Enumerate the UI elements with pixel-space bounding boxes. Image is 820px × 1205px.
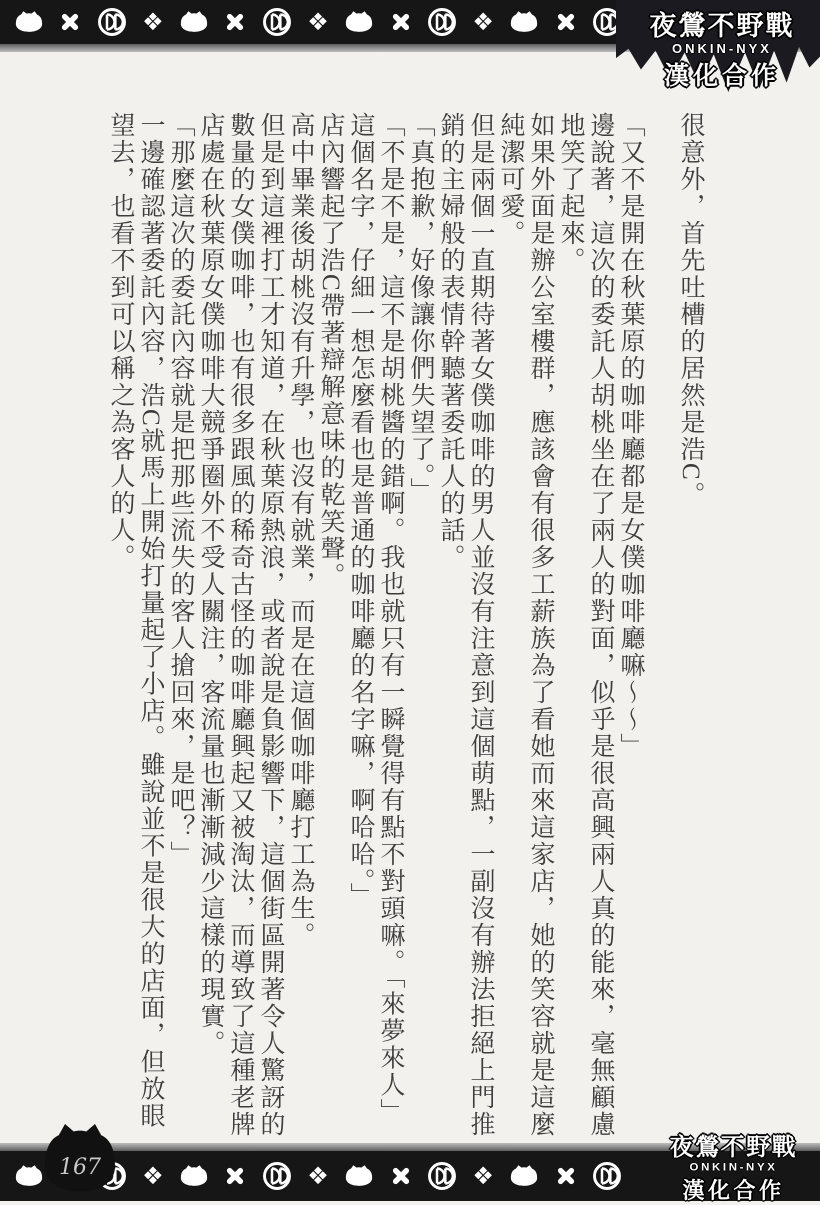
cat-icon — [342, 5, 376, 39]
logo-subtitle: ONKIN-NYX — [672, 41, 772, 56]
paragraph: 「又不是開在秋葉原的咖啡廳都是女僕咖啡廳嘛～～」 — [617, 112, 644, 760]
paragraph: 如果外面是辦公室樓群，應該會有很多工薪族為了看她而來這家店，她的笑容就是這麼純潔可愛。 — [497, 112, 554, 1138]
cd-icon — [590, 1159, 624, 1193]
cat-icon — [342, 1159, 376, 1193]
translation-group-logo-bottom — [649, 1128, 818, 1205]
diamond-icon: ❖ — [472, 8, 494, 36]
translation-group-logo-top — [626, 4, 818, 92]
cross-icon — [218, 1159, 252, 1193]
cd-icon — [260, 1159, 294, 1193]
page-number-cat — [40, 1121, 120, 1197]
paragraph: 店內響起了浩C帶著辯解意味的乾笑聲。 — [317, 112, 344, 590]
cd-icon — [95, 5, 129, 39]
diamond-icon: ❖ — [307, 8, 329, 36]
cross-icon — [218, 5, 252, 39]
page-number: 167 — [59, 1155, 101, 1180]
cross-icon — [549, 1159, 583, 1193]
cat-icon — [507, 1159, 541, 1193]
diamond-icon: ❖ — [142, 8, 164, 36]
paragraph: 「真抱歉，好像讓你們失望了。」 — [407, 112, 434, 505]
paragraph: 邊說著，這次的委託人胡桃坐在了兩人的對面，似乎是很高興兩人真的能來，毫無顧慮地笑了起來。 — [557, 112, 614, 1138]
cross-icon — [384, 5, 418, 39]
diamond-icon: ❖ — [307, 1162, 329, 1190]
logo-tagline: 漢化合作 — [663, 62, 780, 90]
cat-icon — [507, 5, 541, 39]
paragraph: 但是兩個一直期待著女僕咖啡的男人並沒有注意到這個萌點，一副沒有辦法拒絕上門推銷的主婦般的表情幹聽著委託人的話。 — [437, 112, 494, 1138]
logo-title: 夜鶯不野戰 — [669, 1133, 798, 1161]
cd-icon — [425, 1159, 459, 1193]
paragraph: 「那麼這次的委託內容就是把那些流失的客人搶回來，是吧？」 — [167, 112, 194, 868]
cat-icon — [12, 5, 46, 39]
cross-icon — [53, 5, 87, 39]
cross-icon — [384, 1159, 418, 1193]
diamond-icon: ❖ — [472, 1162, 494, 1190]
diamond-icon: ❖ — [142, 1162, 164, 1190]
paragraph: 很意外，首先吐槽的居然是浩C。 — [677, 112, 704, 509]
page-text — [105, 112, 705, 1140]
paragraph: 「不是不是，這不是胡桃醬的錯啊。我也就只有一瞬覺得有點不對頭嘛。「來夢來人」這個名字，仔細一想怎麼看也是普通的咖啡廳的名字嘛，啊哈哈。」 — [347, 112, 404, 1126]
logo-title: 夜鶯不野戰 — [649, 11, 795, 41]
cd-icon — [425, 5, 459, 39]
cat-icon — [177, 1159, 211, 1193]
paragraph: 但是到這裡打工才知道，在秋葉原熱浪，或者說是負影響下，這個街區開著令人驚訝的數量的女僕咖啡，也有很多跟風的稀奇古怪的咖啡廳興起又被淘汰，而導致了這種老牌店處在秋葉原女僕咖啡大競爭圈外不受人關注，客流量也漸漸減少這樣的現實。 — [197, 112, 284, 1138]
logo-subtitle: ONKIN-NYX — [689, 1160, 778, 1174]
logo-tagline: 漢化合作 — [682, 1178, 785, 1204]
paragraph: 高中畢業後胡桃沒有升學，也沒有就業，而是在這個咖啡廳打工為生。 — [287, 112, 314, 949]
cat-icon — [177, 5, 211, 39]
cross-icon — [549, 5, 583, 39]
paragraph: 一邊確認著委託內容，浩C就馬上開始打量起了小店。雖說並不是很大的店面，但放眼望去，也看不到可以稱之為客人的人。 — [107, 112, 164, 1130]
cd-icon — [260, 5, 294, 39]
